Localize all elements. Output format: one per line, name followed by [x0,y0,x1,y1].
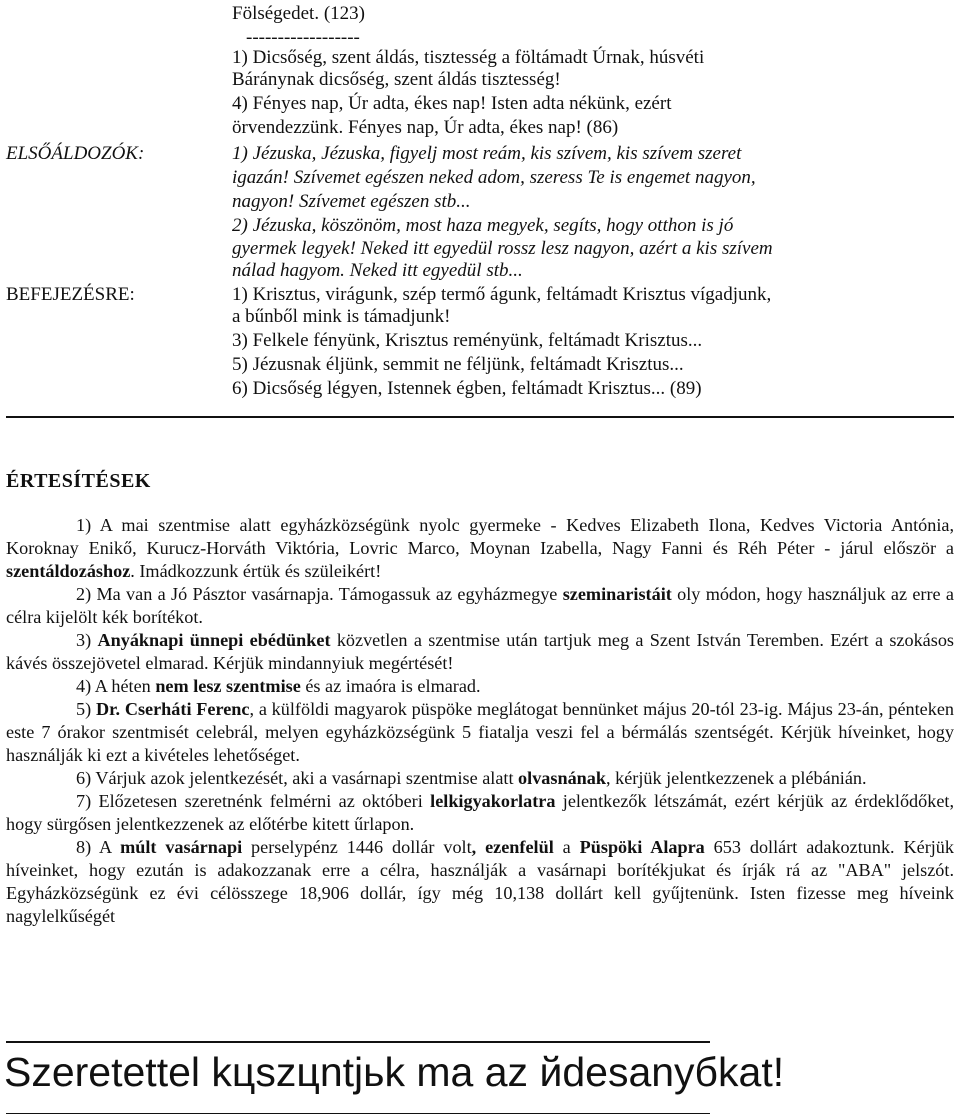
bulletin-page: Fölségedet. (123) ------------------ 1) Dicsőség, szent áldás, tisztesség a föltámadt Úrnak, húsvéti Báránynak dicsőség, szent áldás tisztesség! 4) Fényes nap, Úr adta, ékes nap! Isten adta nékünk, ezért örvendezzünk. Fényes nap, Úr adta, ékes nap! (86) ELSŐÁLDOZÓK: 1) Jézuska, Jézuska, figyelj most reám, kis szívem, kis szívem szeret igazán! Szívemet egészen neked adom, szeress Te is engemet nagyon, nagyon! Szívemet egészen stb... 2) Jézuska, köszönöm, most haza megyek, segíts, hogy otthon is jó gyermek legyek! Neked itt egyedül rossz lesz nagyon, azért a kis szívem nálad hagyom. Neked itt egyedül stb... BEFEJEZÉSRE: 1) Krisztus, virágunk, szép termő águnk, feltámadt Krisztus vígadjunk, a bűnből mink is támadjunk! 3) Felkele fényünk, Krisztus reményünk, feltámadt Krisztus... 5) Jézusnak éljünk, semmit ne féljünk, feltámadt Krisztus... 6) Dicsőség légyen, Istennek égben, feltámadt Krisztus... (89) ÉRTESÍTÉSEK 1) A mai szentmise alatt egyházközségünk nyolc gyermeke - Kedves Elizabeth Ilona, Kedves Victoria Antónia, Koroknay Enikő, Kurucz-Horváth Viktória, Lovric Marco, Moynan Izabella, Nagy Fanni és Réh Péter - járul először a szentáldozáshoz. Imádkozzunk értük és szüleikért! 2) Ma van a Jó Pásztor vasárnapja. Támogassuk az egyházmegye szeminaristáit oly módon, hogy használjuk az erre a célra kijelölt kék borítékot. 3) Anyáknapi ünnepi ebédünket közvetlen a szentmise után tartjuk meg a Szent István Teremben. Ezért a szokásos kávés összejövetel elmarad. Kérjük mindannyiuk megértését! 4) A héten nem lesz szentmise és az imaóra is elmarad. 5) Dr. Cserháti Ferenc, a külföldi magyarok püspöke meglátogat bennünket május 20-tól 23-ig. Május 23-án, pénteken este 7 órakor szentmisét celebrál, melyen egyházközségünk 5 fiatalja veszi fel a bérmálás szentségét. Kérjük híveinket, hogy használják ki ezt a kivételes lehetőséget. 6) Várjuk azok jelentkezését, aki a vasárnapi szentmise alatt olvasnának, kérjük jelentkezzenek a plébánián. 7) Előzetesen szeretnénk felmérni az októberi lelkigyakorlatra jelentkezők létszámát, ezért kérjük az érdeklődőket, hogy sürgősen jelentkezzenek az előtérbe kitett űrlapon. 8) A múlt vasárnapi perselypénz 1446 dollár volt, ezenfelül a Püspöki Alapra 653 dollárt adakoztunk. Kérjük híveinket, hogy ezután is adakozzanak erre a célra, használják a vasárnapi borítékjukat és írják rá az "ABA" jelszót. Egyházközségünk ez évi célösszege 18,906 dollár, így még 10,138 dollárt kell gyűjtenünk. Isten fizesse meg híveink nagylelkűségét Szeretettel kцszцntjьk ma az йdesanyбkat! [0,0,960,1119]
communion-label: ELSŐÁLDOZÓK: [6,143,145,164]
announcement-item: 8) A múlt vasárnapi perselypénz 1446 dollár volt, ezenfelül a Püspöki Alapra 653 dollárt adakoztunk. Kérjük híveinket, hogy ezután is adakozzanak erre a célra, használják a vasárnapi borítékjukat és írják rá az "ABA" jelszót. Egyházközségünk ez évi célösszege 18,906 dollár, így még 10,138 dollárt kell gyűjtenünk. Isten fizesse meg híveink nagylelkűségét [6,837,954,926]
announcement-item: 5) Dr. Cserháti Ferenc, a külföldi magyarok püspöke meglátogat bennünket május 20-tól 23-ig. Május 23-án, pénteken este 7 órakor szentmisét celebrál, melyen egyházközségünk 5 fiatalja veszi fel a bérmálás szentségét. Kérjük híveinket, hogy használják ki ezt a kivételes lehetőséget. [6,699,954,765]
announcement-item: 3) Anyáknapi ünnepi ebédünket közvetlen a szentmise után tartjuk meg a Szent István Teremben. Ezért a szokásos kávés összejövetel elmarad. Kérjük mindannyiuk megértését! [6,630,954,673]
announcement-item: 4) A héten nem lesz szentmise és az imaóra is elmarad. [76,676,481,696]
closing-message: Szeretettel kцszцntjьk ma az йdesanyбkat! [4,1049,785,1095]
announcement-item: 6) Várjuk azok jelentkezését, aki a vasárnapi szentmise alatt olvasnának, kérjük jelentkezzenek a plébánián. [76,768,867,788]
announcements-list [6,514,954,928]
announcement-item: 1) A mai szentmise alatt egyházközségünk nyolc gyermeke - Kedves Elizabeth Ilona, Kedves Victoria Antónia, Koroknay Enikő, Kurucz-Horváth Viktória, Lovric Marco, Moynan Izabella, Nagy Fanni és Réh Péter - járul először a szentáldozáshoz. Imádkozzunk értük és szüleikért! [6,515,954,581]
closing-divider-top [6,1041,710,1043]
announcements-heading: ÉRTESÍTÉSEK [6,470,151,492]
announcement-item: 7) Előzetesen szeretnénk felmérni az októberi lelkigyakorlatra jelentkezők létszámát, ezért kérjük az érdeklődőket, hogy sürgősen jelentkezzenek az előtérbe kitett űrlapon. [6,791,954,834]
announcement-item: 2) Ma van a Jó Pásztor vasárnapja. Támogassuk az egyházmegye szeminaristáit oly módon, hogy használjuk az erre a célra kijelölt kék borítékot. [6,584,955,627]
section-divider [6,416,954,418]
closing-divider-bottom [6,1113,710,1114]
closing-hymn-label: BEFEJEZÉSRE: [6,284,135,305]
